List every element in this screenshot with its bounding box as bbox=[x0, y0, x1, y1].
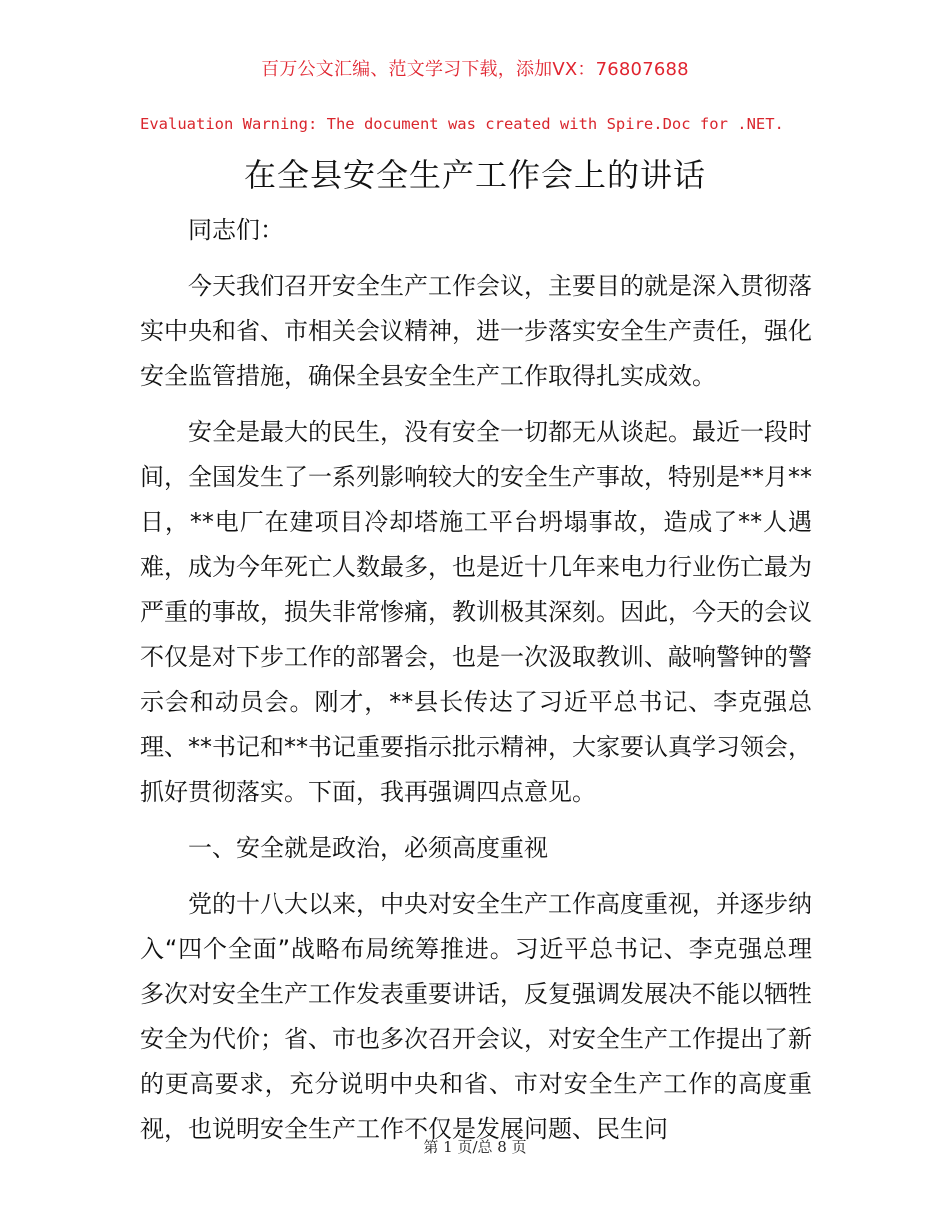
promo-header: 百万公文汇编、范文学习下载，添加VX：76807688 bbox=[261, 59, 689, 80]
document-title: 在全县安全生产工作会上的讲话 bbox=[243, 156, 706, 194]
paragraph-intro: 今天我们召开安全生产工作会议，主要目的就是深入贯彻落实中央和省、市相关会议精神，进一步落实安全生产责任，强化安全监管措施，确保全县安全生产工作取得扎实成效。 bbox=[140, 272, 812, 390]
evaluation-warning: Evaluation Warning: The document was created with Spire.Doc for .NET. bbox=[140, 115, 784, 133]
paragraph-section-1: 党的十八大以来，中央对安全生产工作高度重视，并逐步纳入“四个全面”战略布局统筹推进。习近平总书记、李克强总理多次对安全生产工作发表重要讲话，反复强调发展决不能以牺牲安全为代价；省、市也多次召开会议，对安全生产工作提出了新的更高要求，充分说明中央和省、市对安全生产工作的高度重视，也说明安全生产工作不仅是发展问题、民生问 bbox=[140, 890, 812, 1143]
salutation: 同志们： bbox=[188, 216, 284, 244]
paragraph-background: 安全是最大的民生，没有安全一切都无从谈起。最近一段时间，全国发生了一系列影响较大的安全生产事故，特别是**月**日，**电厂在建项目冷却塔施工平台坍塌事故，造成了**人遇难，成为今年死亡人数最多，也是近十几年来电力行业伤亡最为严重的事故，损失非常惨痛，教训极其深刻。因此，今天的会议不仅是对下步工作的部署会，也是一次汲取教训、敲响警钟的警示会和动员会。刚才，**县长传达了习近平总书记、李克强总理、**书记和**书记重要指示批示精神，大家要认真学习领会，抓好贯彻落实。下面，我再强调四点意见。 bbox=[140, 418, 812, 806]
section-heading-1: 一、安全就是政治，必须高度重视 bbox=[188, 834, 548, 862]
document-body bbox=[140, 208, 812, 1163]
page-number: 第 1 页/总 8 页 bbox=[423, 1138, 527, 1156]
